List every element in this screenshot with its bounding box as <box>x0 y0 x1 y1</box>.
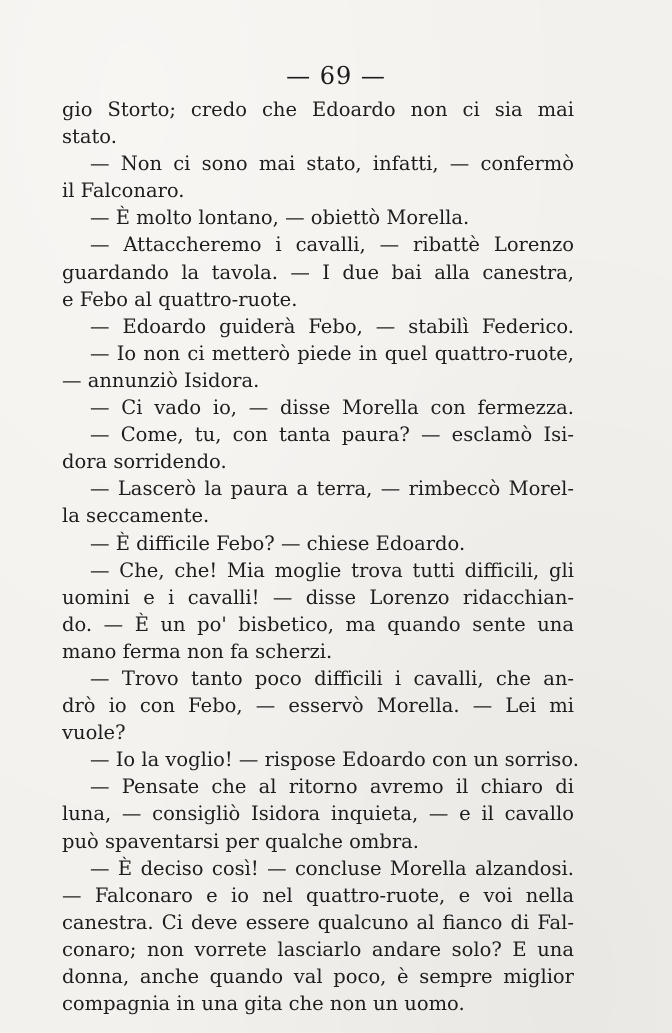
text-line: — Trovo tanto poco difficili i cavalli, che an- <box>90 666 574 690</box>
text-line: — È deciso così! — concluse Morella alzandosi. <box>90 856 574 880</box>
text-line: guardando la tavola. — I due bai alla canestra, <box>62 260 574 284</box>
text-line: — Io la voglio! — rispose Edoardo con un sorriso. <box>90 748 579 772</box>
text-line: uomini e i cavalli! — disse Lorenzo ridacchian- <box>62 585 574 609</box>
text-line: — Pensate che al ritorno avremo il chiaro di <box>90 775 574 799</box>
text-line: — Falconaro e io nel quattro-ruote, e voi nella <box>62 883 574 907</box>
text-line: drò io con Febo, — esservò Morella. — Lei mi <box>62 694 574 718</box>
text-line: donna, anche quando val poco, è sempre miglior <box>62 965 574 988</box>
text-line: vuole? <box>62 721 126 745</box>
text-line: può spaventarsi per qualche ombra. <box>62 829 419 853</box>
text-line: do. — È un po' bisbetico, ma quando sente una <box>62 612 574 636</box>
text-line: — È molto lontano, — obiettò Morella. <box>90 206 470 230</box>
text-line: il Falconaro. <box>62 179 185 203</box>
text-line: gio Storto; credo che Edoardo non ci sia mai <box>62 98 574 121</box>
text-line: canestra. Ci deve essere qualcuno al fianco di Fal- <box>62 910 574 934</box>
text-line: dora sorridendo. <box>62 450 227 474</box>
text-line: la seccamente. <box>62 504 210 528</box>
text-line: conaro; non vorrete lasciarlo andare solo? E una <box>62 937 574 961</box>
text-line: — È difficile Febo? — chiese Edoardo. <box>90 531 466 555</box>
text-line: — annunziò Isidora. <box>62 368 260 392</box>
text-line: mano ferma non fa scherzi. <box>62 639 333 663</box>
text-line: — Come, tu, con tanta paura? — esclamò Isi- <box>90 423 574 447</box>
text-line: — Attaccheremo i cavalli, — ribattè Lorenzo <box>90 233 574 257</box>
body-text <box>62 96 579 1017</box>
text-line: compagnia in una gita che non un uomo. <box>62 992 465 1016</box>
text-line: — Che, che! Mia moglie trova tutti difficili, gli <box>90 558 574 582</box>
text-line: stato. <box>62 125 117 149</box>
text-line: — Non ci sono mai stato, infatti, — confermò <box>90 152 574 176</box>
text-line: — Edoardo guiderà Febo, — stabilì Federico. <box>90 314 574 338</box>
page-number: — 69 — <box>286 62 386 90</box>
text-line: luna, — consigliò Isidora inquieta, — e il cavallo <box>62 802 574 826</box>
text-line: — Io non ci metterò piede in quel quattro-ruote, <box>90 341 574 365</box>
text-line: e Febo al quattro-ruote. <box>62 287 298 311</box>
text-line: — Lascerò la paura a terra, — rimbeccò Morel- <box>90 477 574 501</box>
text-line: — Ci vado io, — disse Morella con fermezza. <box>90 396 574 420</box>
